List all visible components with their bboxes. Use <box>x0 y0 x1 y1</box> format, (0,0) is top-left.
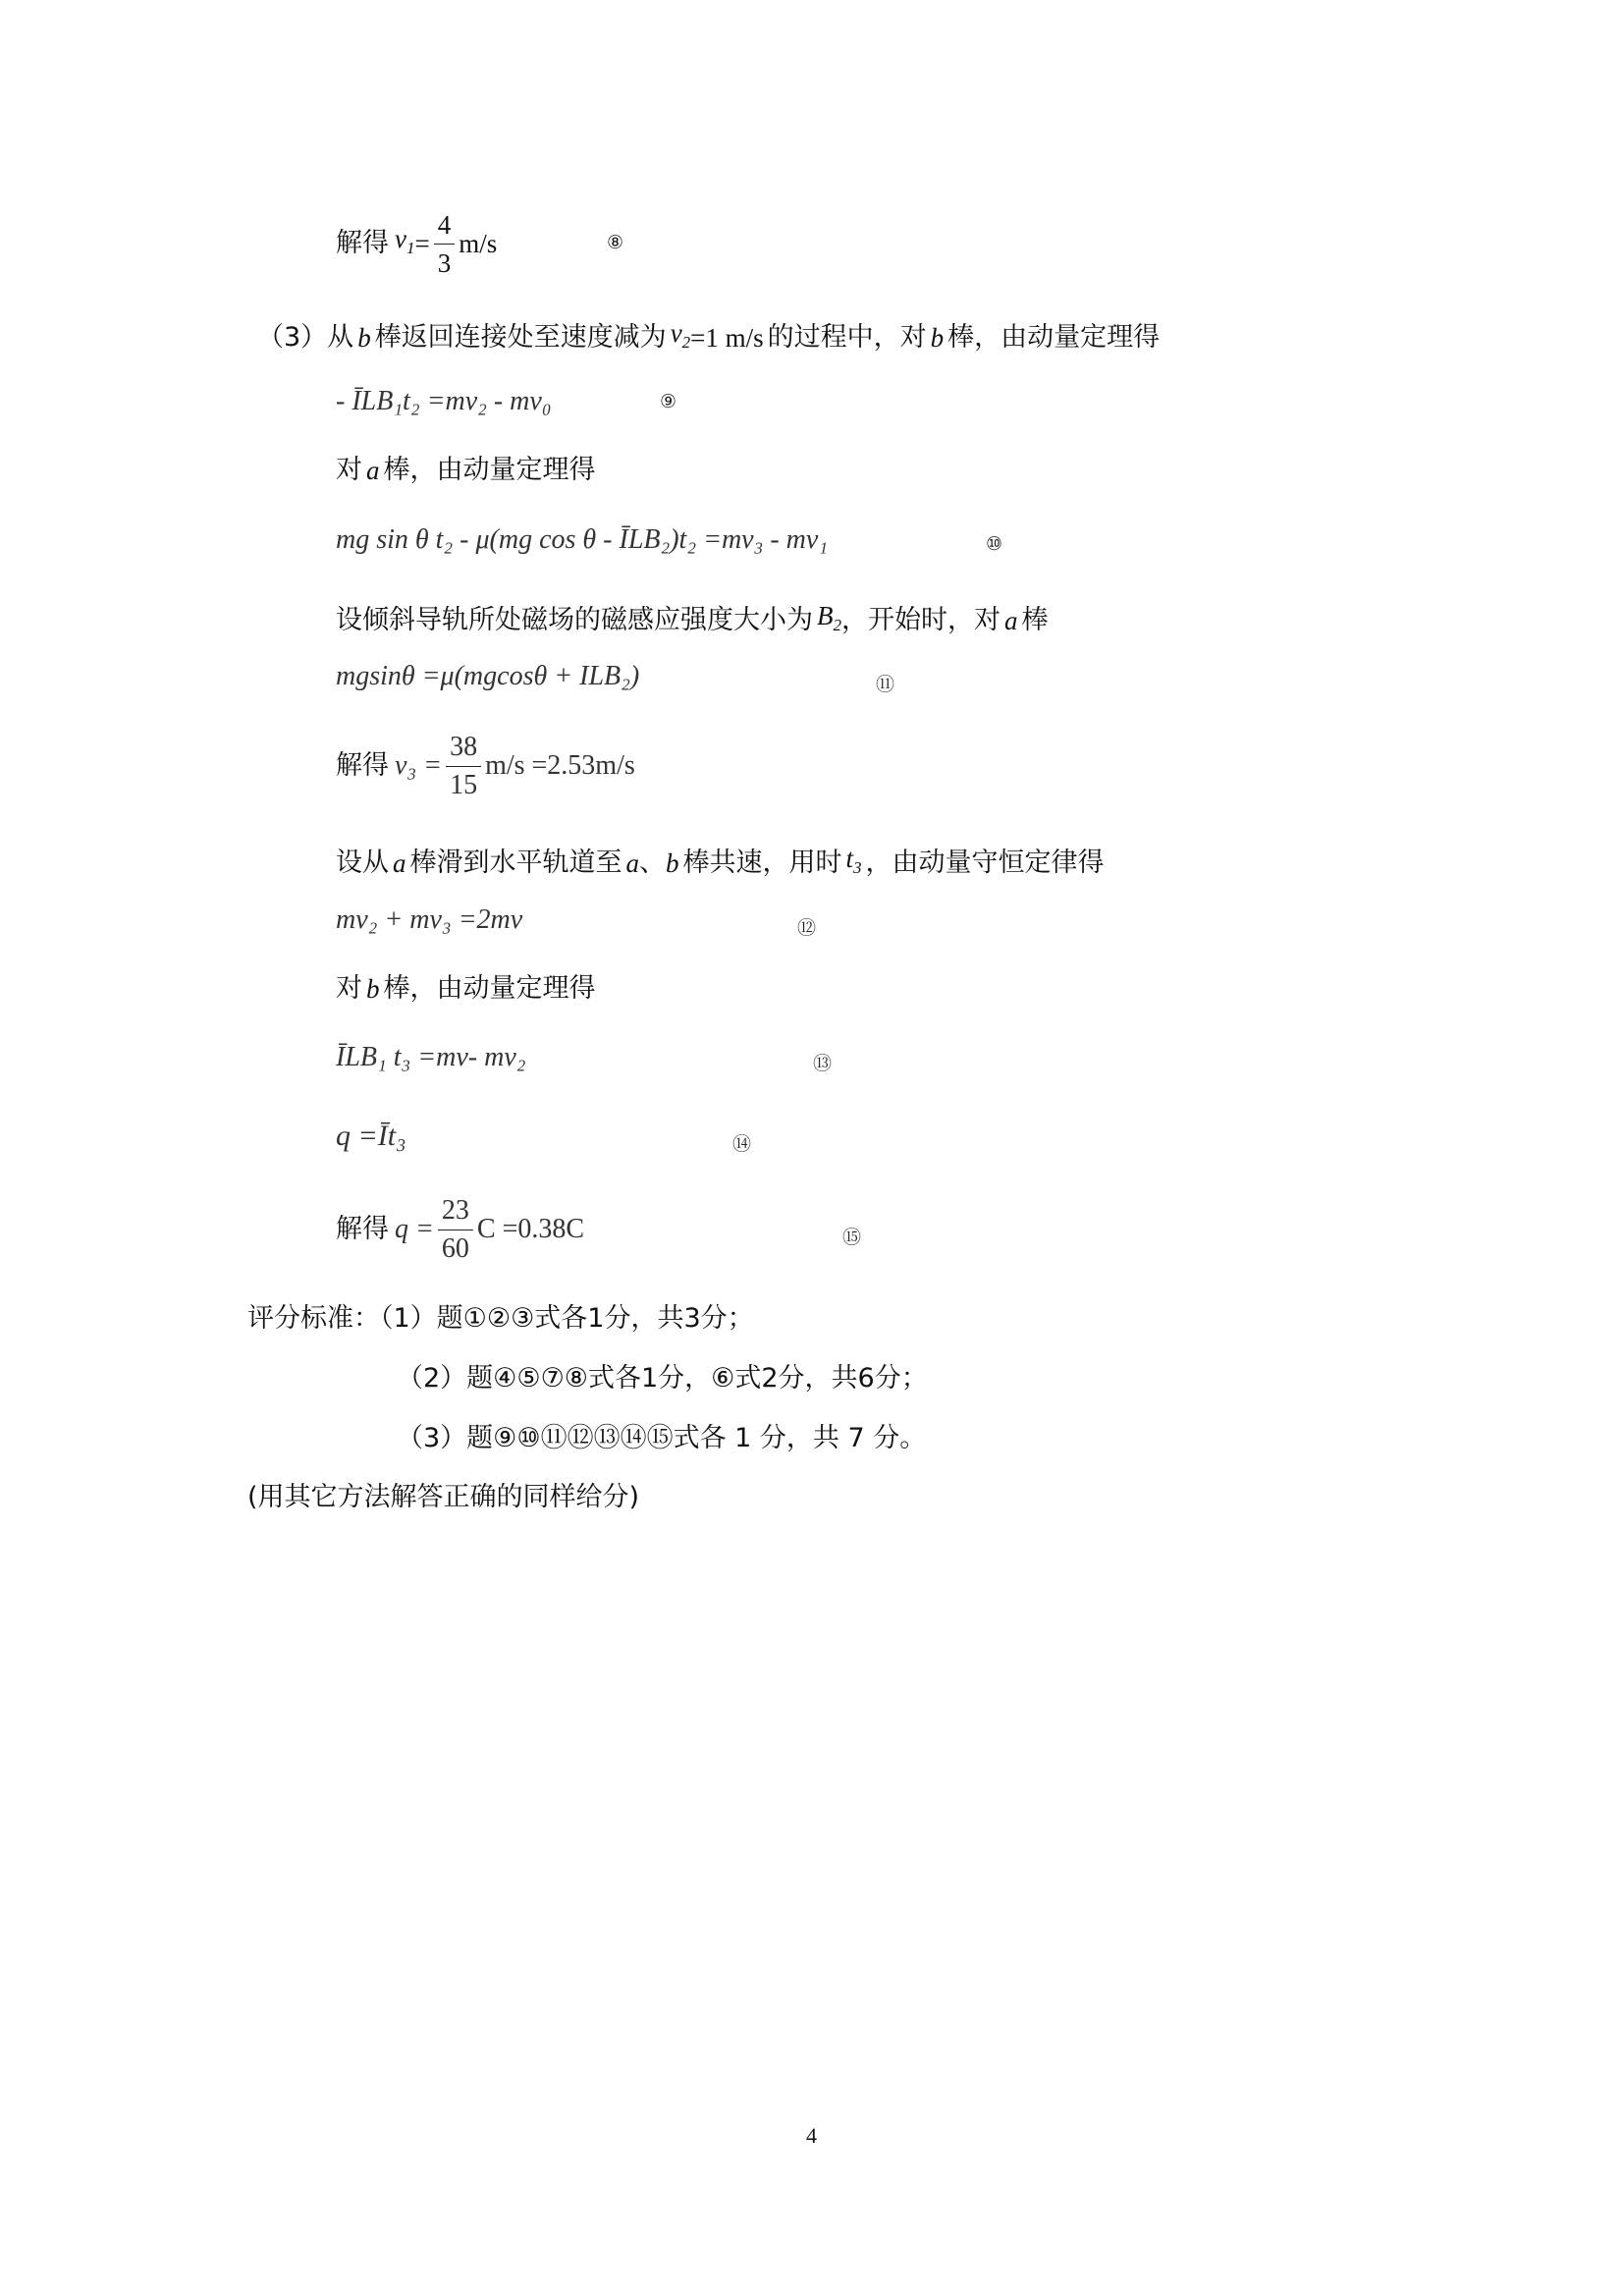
equation-tag-12: ⑫ <box>797 917 817 939</box>
fraction-4-3: $\frac{4}{3}$ <box>434 208 456 280</box>
fraction-23-60: $\frac{23}{60}$ <box>438 1194 473 1266</box>
scoring-criteria-3: （3）题⑨⑩⑪⑫⑬⑭⑮式各 1 分，共 7 分。 <box>397 1423 927 1453</box>
scoring-note: (用其它方法解答正确的同样给分) <box>247 1482 640 1512</box>
page-number: 4 <box>806 2123 817 2148</box>
scoring-criteria-2: （2）题④⑤⑦⑧式各1分，⑥式2分，共6分； <box>397 1363 928 1394</box>
fraction-38-15: $\frac{38}{15}$ <box>446 731 481 802</box>
momentum-b-heading: 对 b 棒，由动量定理得 <box>336 973 596 1004</box>
momentum-a-heading: 对 a 棒，由动量定理得 <box>336 455 596 485</box>
equation-tag-9: ⑨ <box>660 391 677 412</box>
solution-line-q: 解得 q = $\frac{23}{60}$ C =0.38C <box>336 1194 585 1264</box>
equation-tag-13: ⑬ <box>813 1053 833 1074</box>
equation-9: - ĪLB₁t₂ =mv₂ - mv₀ <box>336 386 552 416</box>
equation-tag-11: ⑪ <box>876 674 895 695</box>
solution-line-v3: 解得 v₃ = $\frac{38}{15}$ m/s =2.53m/s <box>336 731 635 800</box>
equation-13: ĪLB₁ t₃ =mv- mv₂ <box>336 1042 526 1072</box>
common-velocity-setup: 设从 a 棒滑到水平轨道至 a 、 b 棒共速，用时 $t_3$ ，由动量守恒定律得 <box>336 844 1105 878</box>
equation-tag-10: ⑩ <box>986 533 1003 555</box>
equation-10: mg sin θ t₂ - μ(mg cos θ - ĪLB₂)t₂ =mv₃ - mv₁ <box>336 524 829 555</box>
part3-intro: （3）从 b 棒返回连接处至速度减为 $v_2$ =1 m/s 的过程中，对 b 棒，由动量定理得 <box>257 318 1161 353</box>
equation-tag-14: ⑭ <box>732 1133 752 1155</box>
equation-11: mgsinθ =μ(mgcosθ + ILB₂) <box>336 661 640 691</box>
scoring-criteria-1: 评分标准：（1）题①②③式各1分，共3分； <box>247 1303 754 1334</box>
equation-12: mv₂ + mv₃ =2mv <box>336 904 523 935</box>
magnetic-field-setup: 设倾斜导轨所处磁场的磁感应强度大小为 $B_2$ ，开始时，对 a 棒 <box>336 601 1049 635</box>
equation-tag-8: ⑧ <box>607 232 624 253</box>
equation-14: q =Īt₃ <box>336 1120 406 1152</box>
solution-line-v1: 解得 $v_1$ = $\frac{4}{3}$ m/s <box>336 209 498 278</box>
equation-tag-15: ⑮ <box>842 1227 862 1248</box>
